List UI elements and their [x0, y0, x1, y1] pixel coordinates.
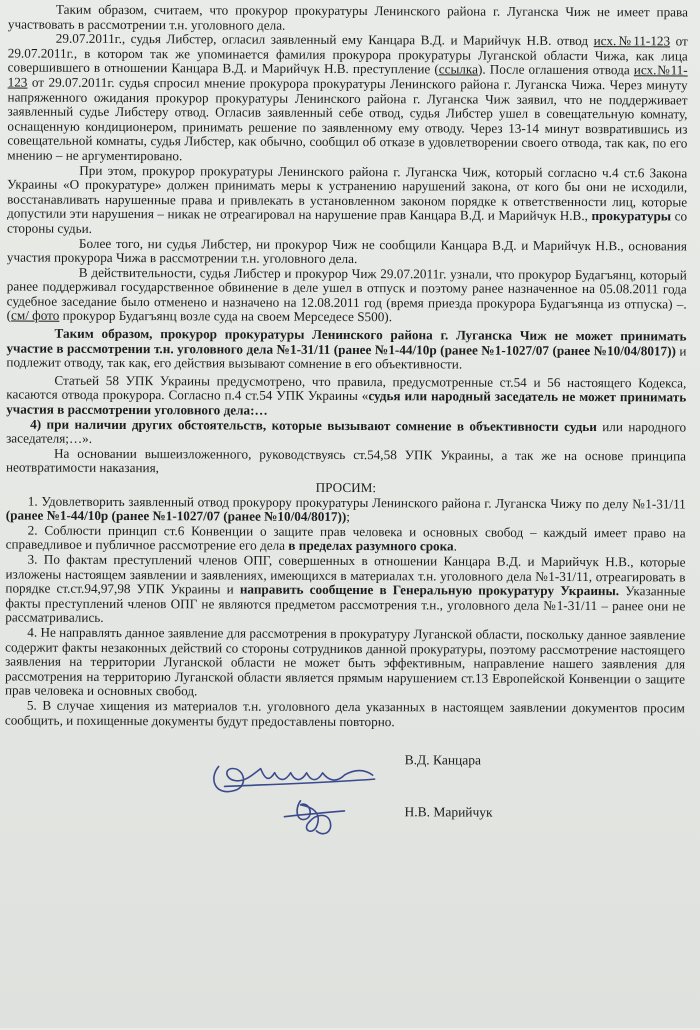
request-item-3-end: Указанные факты преступлений членов ОПГ не являются предметом рассмотрения т.н., уголовного дела №1-31/11 – ранее они не рассматривались. — [5, 583, 686, 626]
paragraph-8-text: На основании вышеизложенного, руководствуясь ст.54,58 УПК Украины, а так же на основе принципа неотвратимости наказания, — [5, 445, 687, 476]
signature-block — [4, 732, 684, 845]
paragraph-7-text-c: или народного заседателя;…». — [6, 418, 687, 447]
request-item-4-text: 4. Не направлять данное заявление для рассмотрения в прокуратуру Луганской области, поскольку данное заявление содержит факты незаконных действий со стороны сотрудников данной прокуратуры, поэтому рассмотрение настоящего заявления на территории Луганской области не может быть эффективным, направление нашего заявления для рассмотрения на территорию Луганской области является прямым нарушением ст.13 Европейской Конвенции о защите прав человека и основных свобод. — [4, 624, 686, 699]
request-item-3-bold: направить сообщение в Генеральную прокуратуру Украины. — [239, 581, 620, 599]
request-item-1-bold: (ранее №1-44/10р (ранее №1-1027/07 (ранее №10/04/8017)) — [5, 507, 347, 525]
paragraph-7-bold-2: 4) при наличии других обстоятельств, которые вызывают сомнение в объективности судьи — [30, 416, 597, 434]
paragraph-2-text-a: 29.07.2011г., судья Либстер, огласил заявленный ему Канцара В.Д. и Марийчук Н.В. отвод — [55, 30, 594, 49]
photo-link[interactable]: см/ фото — [10, 307, 60, 324]
request-item-1-end: ; — [346, 509, 350, 525]
paragraph-3-text-b: со стороны судьи. — [6, 208, 688, 236]
paragraph-4 — [7, 236, 687, 268]
paragraph-2 — [7, 32, 688, 166]
signatory-2-name: Н.В. Марийчук — [404, 804, 493, 820]
request-item-2-bold: в пределах разумного срока — [288, 538, 454, 554]
signatory-1-name: В.Д. Канцара — [404, 752, 482, 768]
request-item-5-text: 5. В случае хищения из материалов т.н. уголовного дела указанных в настоящем заявлении документов просим сообщить, и похищенные документы будут предоставлены повторно. — [4, 697, 685, 729]
paragraph-1 — [8, 3, 688, 35]
paragraph-7-bold: судья или народный заседатель не может принимать участия в рассмотрении уголовного дела:… — [6, 388, 687, 418]
request-item-3 — [5, 552, 685, 628]
request-item-3-text: 3. По фактам преступлений членов ОПГ, совершенных в отношении Канцара В.Д. и Марийчук Н.В., которые изложены настоящем заявлении и заявлениях, имеющихся в материалах т.н. уголовного дела №1-31/11, отреагировать в порядке ст.ст.94,97,98 УПК Украины и — [5, 551, 686, 597]
outgoing-ref-1: исх.№11-123 — [593, 33, 671, 49]
request-item-1-text: 1. Удовлетворить заявленный отвод прокурору прокуратуры Ленинского района г. Луганска Чижу по делу №1-31/11 — [27, 493, 686, 512]
paragraph-4-text: Более того, ни судья Либстер, ни прокурор Чиж не сообщили Канцара В.Д. и Марийчук Н.В., основания участия прокурора Чижа в рассмотрении т.н. уголовного дела. — [6, 235, 687, 267]
paragraph-7-text-a: Статьей 58 УПК Украины предусмотрено, что правила, предусмотренные ст.54 и 56 настоящего Кодекса, касаются отвода прокурора. Согласно п.4 ст.54 УПК Украины « — [6, 372, 687, 404]
paragraph-8 — [6, 446, 686, 478]
paragraph-3-text-a: При этом, прокурор прокуратуры Ленинского района г. Луганска Чиж, который согласно ч.4 ст.6 Закона Украины «О прокуратуре» должен принимать меры к устранению нарушений закона, от кого бы они не исходили, восстанавливать нарушенные права и привлекать в установленном законом порядке к ответственности лиц, которые допустили эти нарушения – никак не отреагировал на нарушение прав Канцара В.Д. и Марийчук Н.В., — [7, 162, 688, 224]
paragraph-2-text-c: ). После оглашения отвода — [477, 61, 634, 78]
outgoing-ref-2: исх.№11-123 — [7, 62, 688, 90]
paragraph-2-text-d: от 29.07.2011г. судья спросил мнение прокурора прокуратуры Ленинского района г. Луганска Чижа. Через минуту напряженного ожидания прокурор прокуратуры Ленинского района г. Луганска Чиж заявил, что не поддерживает заявленный судье Либстеру отвод. Огласив заявленный себе отвод, судья Либстер ушел в совещательную комнату, оснащенную кондиционером, принимать решение по заявленному ему отводу. Через 13-14 минут возвратившись из совещательной комнаты, судья Либстер, как обычно, сообщил об отказе в удовлетворении своего отвода, так как, по его мнению – не аргументировано. — [7, 74, 688, 164]
request-item-2 — [6, 523, 686, 555]
paragraph-7-cont — [6, 417, 686, 449]
request-item-2-end: . — [453, 538, 457, 554]
paragraph-1-text: Таким образом, считаем, что прокурор прокуратуры Ленинского района г. Луганска Чиж не имеет права участвовать в рассмотрении т.н. уголовного дела. — [7, 1, 688, 33]
request-item-1 — [6, 494, 686, 526]
paragraph-5 — [7, 265, 687, 326]
paragraph-6-text: и подлежит отводу, так как, его действия вызывают сомнение в его объективности. — [6, 343, 687, 372]
paragraph-5-text-a: В действительности, судья Либстер и прокурор Чиж 29.07.2011г. узнали, что прокурор Будагъянц, который ранее поддерживал государственное обвинение в деле ушел в отпуск и поэтому ранее назначенное на 05.08.2011 года судебное заседание было отменено и назначено на 12.08.2011 год (время приезда прокурора Будагъянца из отпуска) –. ( — [6, 264, 687, 323]
link-reference[interactable]: ссылка — [438, 61, 479, 77]
request-item-5 — [5, 698, 685, 730]
paragraph-6-bold: Таким образом, прокурор прокуратуры Ленинского района г. Луганска Чиж не может принимать участие в рассмотрении т.н. уголовного дела №1-31/11 (ранее №1-44/10р (ранее №1-1027/07 (ранее №10/04/8017)) — [6, 325, 687, 359]
paragraph-2-text-b: от 29.07.2011г., в котором так же упоминается фамилия прокурора прокуратуры Луганской области Чижа, как лица совершившего в отношении Канцара В.Д. и Марийчук Н.В. преступление ( — [7, 33, 688, 77]
paragraph-3 — [7, 163, 687, 239]
request-heading: ПРОСИМ: — [315, 479, 377, 496]
paragraph-5-text-b: прокурор Будагъянц возле суда на своем Мерседесе S500). — [59, 308, 393, 325]
paragraph-3-bold: прокуратуры — [591, 208, 672, 224]
request-item-2-text: 2. Соблюсти принцип ст.6 Конвенции о защите прав человека и основных свобод – каждый имеет право на справедливое и публичное рассмотрение его дела — [5, 522, 686, 554]
paragraph-7 — [6, 373, 686, 420]
request-item-4 — [5, 625, 685, 701]
paragraph-6 — [6, 327, 686, 374]
handwritten-signature — [204, 738, 384, 839]
